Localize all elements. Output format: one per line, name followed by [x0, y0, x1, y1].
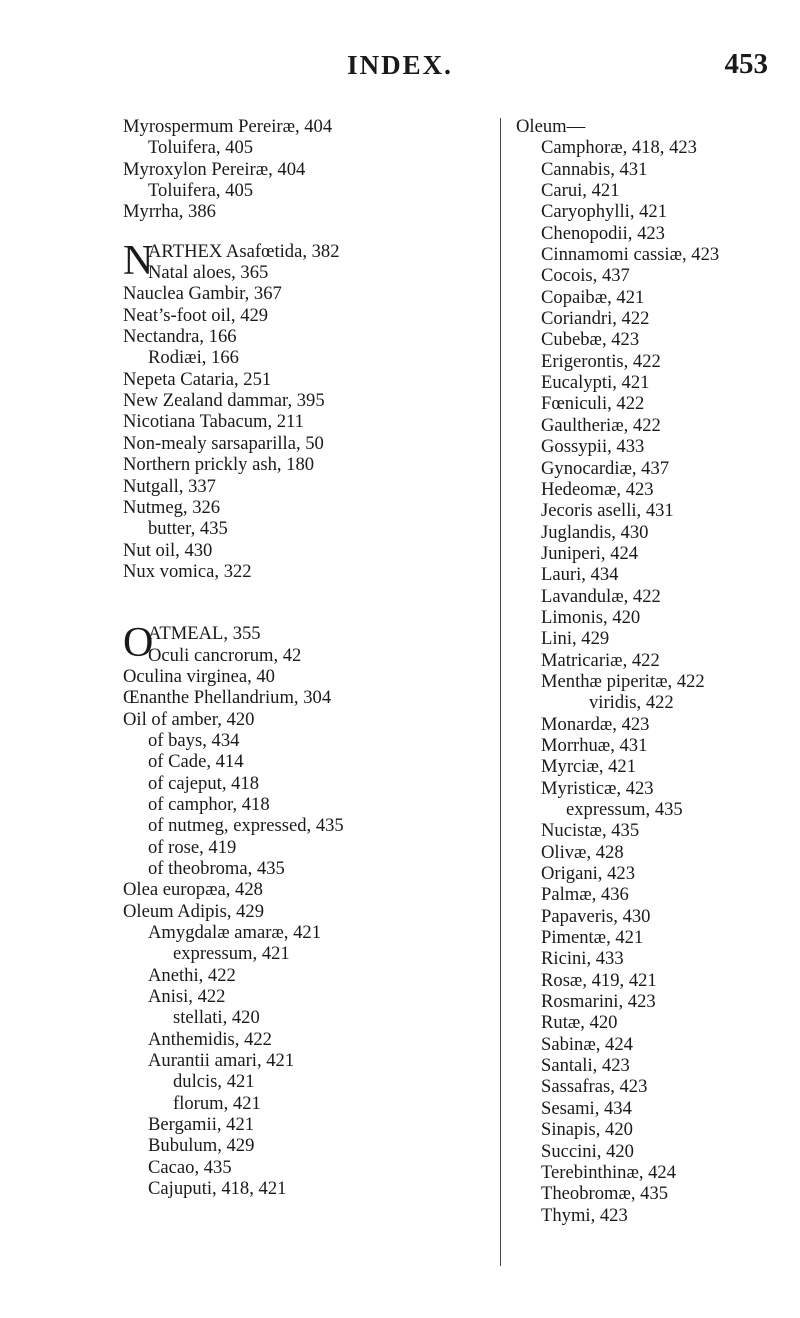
index-entry: Lini, 429 — [541, 628, 610, 650]
dropcap-letter: N — [123, 237, 154, 284]
index-entry: ATMEAL, 355 — [148, 623, 261, 645]
index-entry: Cannabis, 431 — [541, 158, 648, 180]
index-entry: Cocois, 437 — [541, 265, 630, 287]
index-entry: Bergamii, 421 — [148, 1114, 255, 1136]
index-entry: Nutmeg, 326 — [123, 496, 221, 518]
index-entry: Nauclea Gambir, 367 — [123, 283, 282, 305]
index-entry: of bays, 434 — [148, 729, 240, 751]
left-column — [123, 116, 344, 1200]
index-entry: Matricariæ, 422 — [541, 649, 660, 671]
index-entry: Erigerontis, 422 — [541, 350, 661, 372]
index-entry: Nepeta Cataria, 251 — [123, 368, 272, 390]
index-entry: Toluifera, 405 — [148, 137, 254, 159]
index-entry: New Zealand dammar, 395 — [123, 390, 325, 412]
section-gap — [123, 582, 344, 623]
index-entry: Anethi, 422 — [148, 964, 236, 986]
index-entry: Sassafras, 423 — [541, 1076, 648, 1098]
index-entry: Myristicæ, 423 — [541, 777, 654, 799]
dropcap-letter: O — [123, 620, 154, 667]
index-entry: Nut oil, 430 — [123, 539, 213, 561]
index-entry: Oil of amber, 420 — [123, 708, 255, 730]
index-entry: Myrospermum Pereiræ, 404 — [123, 116, 333, 137]
index-entry: Hedeomæ, 423 — [541, 478, 654, 500]
index-entry: Northern prickly ash, 180 — [123, 454, 315, 476]
index-entry: Sinapis, 420 — [541, 1119, 633, 1141]
index-entry: Lavandulæ, 422 — [541, 585, 661, 607]
index-entry: Pimentæ, 421 — [541, 927, 644, 949]
index-entry: of Cade, 414 — [148, 751, 244, 773]
index-entry: expressum, 421 — [173, 943, 290, 965]
index-entry: Succini, 420 — [541, 1140, 634, 1162]
index-entry: Myroxylon Pereiræ, 404 — [123, 158, 306, 180]
index-entry: Rodiæi, 166 — [148, 347, 239, 369]
o-dropcap-block — [123, 620, 344, 667]
index-entry: Cacao, 435 — [148, 1156, 232, 1178]
index-entry: Juniperi, 424 — [541, 542, 639, 564]
index-entry: Terebinthinæ, 424 — [541, 1161, 677, 1183]
index-entry: Oleum Adipis, 429 — [123, 900, 265, 922]
oleum-entries — [516, 116, 719, 1226]
index-entry: Theobromæ, 435 — [541, 1183, 669, 1205]
index-entry: Rosæ, 419, 421 — [541, 969, 657, 991]
index-entry: Sesami, 434 — [541, 1097, 632, 1119]
index-entry: Cajuputi, 418, 421 — [148, 1178, 287, 1200]
index-entry: Santali, 423 — [541, 1055, 630, 1077]
index-entry: viridis, 422 — [589, 692, 674, 714]
index-entry: Oleum— — [516, 116, 586, 137]
index-entry: Carui, 421 — [541, 180, 620, 202]
index-entry: Gynocardiæ, 437 — [541, 457, 670, 479]
index-entry: Palmæ, 436 — [541, 884, 629, 906]
index-entry: of theobroma, 435 — [148, 858, 285, 879]
index-entry: of cajeput, 418 — [148, 772, 260, 794]
o-section — [123, 620, 344, 1200]
index-entry: Coriandri, 422 — [541, 308, 650, 330]
index-entry: ARTHEX Asafœtida, 382 — [148, 240, 340, 262]
index-entry: Olivæ, 428 — [541, 841, 624, 863]
index-entry: Copaibæ, 421 — [541, 286, 645, 308]
index-entry: Anthemidis, 422 — [148, 1028, 272, 1050]
n-entries — [123, 283, 344, 582]
index-entry: Myrrha, 386 — [123, 201, 216, 223]
n-dropcap-block — [123, 237, 344, 284]
index-entry: Nutgall, 337 — [123, 475, 216, 497]
running-title: INDEX. — [347, 50, 453, 80]
index-entry: Fœniculi, 422 — [541, 393, 645, 415]
index-entry: dulcis, 421 — [173, 1071, 255, 1093]
index-entry: Rosmarini, 423 — [541, 991, 656, 1013]
index-entry: of rose, 419 — [148, 836, 237, 858]
index-entry: of nutmeg, expressed, 435 — [148, 815, 344, 837]
section-gap — [123, 223, 344, 241]
index-entry: Ricini, 433 — [541, 948, 624, 970]
index-entry: Menthæ piperitæ, 422 — [541, 670, 705, 692]
index-entry: Myrciæ, 421 — [541, 756, 637, 778]
right-column — [516, 116, 719, 1226]
index-entry: Lauri, 434 — [541, 564, 619, 586]
index-entry: Non-mealy sarsaparilla, 50 — [123, 432, 324, 454]
index-entry: Papaveris, 430 — [541, 905, 651, 927]
index-entry: Nicotiana Tabacum, 211 — [123, 411, 304, 433]
index-entry: Nucistæ, 435 — [541, 820, 640, 842]
index-entry: stellati, 420 — [173, 1007, 260, 1029]
index-entry: Gaultheriæ, 422 — [541, 414, 661, 436]
index-entry: Camphoræ, 418, 423 — [541, 137, 697, 159]
index-entry: Toluifera, 405 — [148, 180, 254, 202]
index-entry: Chenopodii, 423 — [541, 222, 665, 244]
index-entry: Neat’s-foot oil, 429 — [123, 304, 269, 326]
index-entry: Natal aloes, 365 — [148, 262, 269, 284]
index-entry: Jecoris aselli, 431 — [541, 500, 674, 522]
o-entries — [123, 666, 344, 1200]
index-entry: Morrhuæ, 431 — [541, 734, 648, 756]
index-entry: Oculina virginea, 40 — [123, 665, 275, 687]
index-entry: Olea europæa, 428 — [123, 879, 263, 901]
index-entry: butter, 435 — [148, 518, 228, 540]
index-entry: Cubebæ, 423 — [541, 329, 640, 351]
index-entry: Nux vomica, 322 — [123, 560, 252, 582]
index-entry: Eucalypti, 421 — [541, 372, 650, 394]
index-entry: of camphor, 418 — [148, 793, 270, 815]
index-entry: Origani, 423 — [541, 863, 635, 885]
column-rule — [500, 118, 501, 1266]
m-entries — [123, 116, 344, 223]
index-entry: Cinnamomi cassiæ, 423 — [541, 244, 720, 266]
index-entry: Sabinæ, 424 — [541, 1033, 633, 1055]
index-entry: Gossypii, 433 — [541, 436, 645, 458]
index-entry: Monardæ, 423 — [541, 713, 650, 735]
index-entry: Caryophylli, 421 — [541, 201, 668, 223]
index-entry: Bubulum, 429 — [148, 1135, 255, 1157]
index-entry: Juglandis, 430 — [541, 521, 649, 543]
index-entry: Amygdalæ amaræ, 421 — [148, 922, 321, 944]
index-entry: expressum, 435 — [566, 799, 683, 820]
index-entry: Anisi, 422 — [148, 986, 226, 1008]
index-entry: Nectandra, 166 — [123, 326, 237, 348]
index-entry: Rutæ, 420 — [541, 1012, 618, 1034]
n-section — [123, 237, 344, 583]
index-entry: Limonis, 420 — [541, 606, 641, 628]
index-entry: Oculi cancrorum, 42 — [148, 644, 302, 666]
index-entry: Thymi, 423 — [541, 1204, 628, 1226]
index-entry: Œnanthe Phellandrium, 304 — [123, 687, 332, 709]
index-entry: florum, 421 — [173, 1092, 261, 1114]
index-entry: Aurantii amari, 421 — [148, 1050, 295, 1072]
page-number: 453 — [724, 48, 768, 80]
